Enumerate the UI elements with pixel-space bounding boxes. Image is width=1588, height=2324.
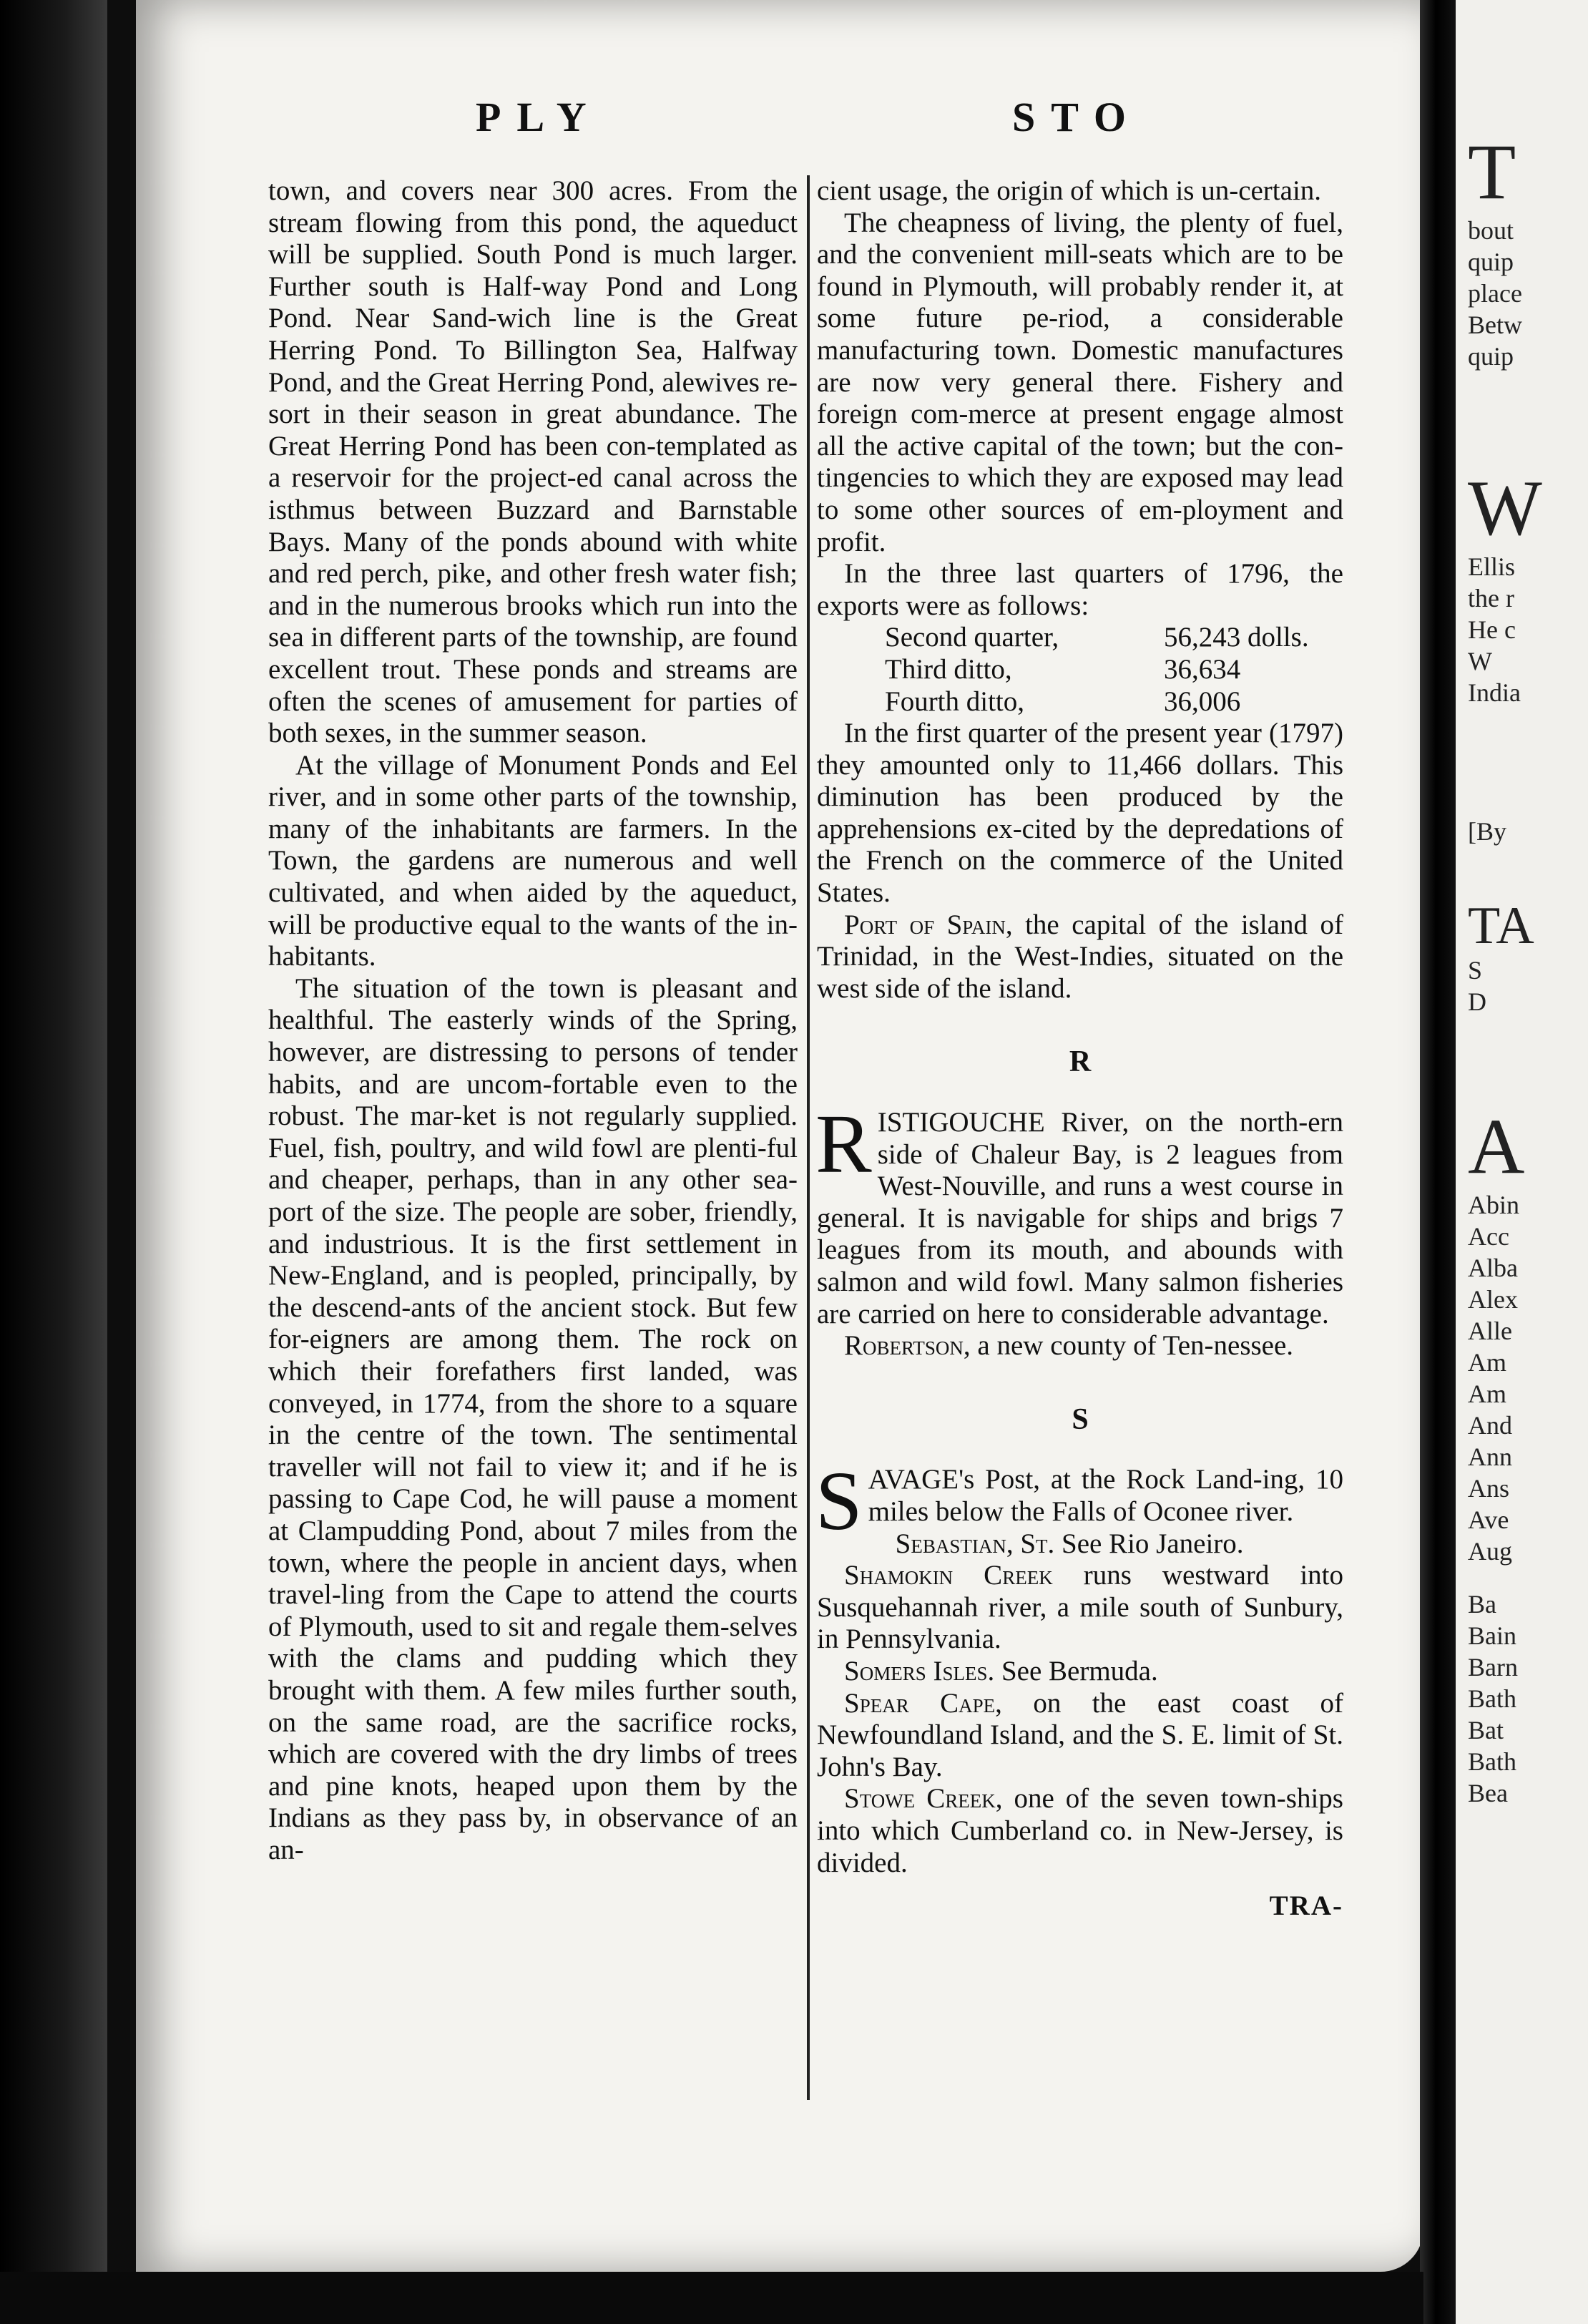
facing-line: Alex	[1468, 1285, 1518, 1314]
facing-line: Am	[1468, 1380, 1506, 1408]
entry-ristigouche	[815, 1097, 1343, 1330]
catchword: TRA-	[1269, 1890, 1343, 1922]
facing-line: Ba	[1468, 1590, 1496, 1618]
left-shadow-margin	[0, 0, 107, 2324]
entry-somers	[817, 1656, 1343, 1688]
facing-line: Ans	[1468, 1474, 1510, 1503]
paragraph-situation: The situation of the town is pleasant and healthful. The easterly winds of the Spring, however, are distressing to persons of tender habits, and are uncom-fortable even to the robust. The mar-ket is not regularly supplied. Fuel, fish, poultry, and wild fowl are plenti-ful and cheaper, perhaps, than in any other sea-port of the size. The people are sober, friendly, and industrious. It is the first settlement in New-England, and is peopled, principally, by the descend-ants of the ancient stock. But few for-eigners are among them. The rock on which their forefathers first landed, was conveyed, in 1774, from the shore to a square in the centre of the town. The sentimental traveller will not fail to view it; and if he is passing to Cape Cod, he will pause a moment at Clampudding Pond, about 7 miles from the town, where the people in ancient days, when travel-ling from the Cape to attend the courts of Plymouth, used to sit and regale them-selves with the clams and pudding which they brought with them. A few miles further south, on the same road, are the sacrifice rocks, which are covered with the dry limbs of trees and pine knots, heaped upon them by the Indians as they pass by, in observance of an an-	[268, 972, 798, 1865]
facing-line: Acc	[1468, 1222, 1509, 1251]
entry-headword: Robertson,	[844, 1330, 971, 1362]
facing-line: India	[1468, 678, 1521, 707]
facing-line: the r	[1468, 584, 1514, 612]
right-column	[817, 175, 1343, 1923]
entry-text: a new county of Ten-nessee.	[970, 1330, 1294, 1362]
exports-amount: 36,634	[1164, 653, 1241, 685]
entry-headword: Somers Isles.	[844, 1655, 995, 1686]
column-divider	[807, 175, 810, 2100]
exports-row	[885, 622, 1343, 654]
paragraph-exports-intro: In the three last quarters of 1796, the exports were as follows:	[817, 558, 1343, 621]
facing-line: TA	[1468, 897, 1534, 955]
entry-text: See Rio Janeiro.	[1054, 1528, 1244, 1559]
paragraph-cheapness: The cheapness of living, the plenty of fuel, and the convenient mill-seats which are to be found in Plymouth, will probably render it, at some future pe-riod, a considerable manufacturing town. Domestic manufactures are now very general there. Fishery and foreign com-merce at present engage almost all the active capital of the town; but the con-tingencies to which they are exposed may lead to some other sources of em-ployment and profit.	[817, 207, 1343, 557]
entry-headword: Stowe Creek,	[844, 1783, 1003, 1815]
facing-line: Bain	[1468, 1621, 1516, 1650]
exports-row	[885, 686, 1343, 718]
bottom-shadow	[0, 2272, 1423, 2324]
section-letter-s: S	[1072, 1402, 1089, 1436]
facing-line: Bath	[1468, 1747, 1516, 1776]
entry-spear	[817, 1688, 1343, 1784]
entry-text: one of the seven town-ships into which Cumberland co. in New-Jersey, is divided.	[817, 1783, 1343, 1878]
facing-line: Ave	[1468, 1505, 1509, 1534]
exports-row	[885, 654, 1343, 686]
entry-robertson	[817, 1330, 1343, 1362]
facing-line: Barn	[1468, 1653, 1518, 1681]
facing-line: W	[1468, 647, 1492, 675]
facing-line: D	[1468, 987, 1486, 1016]
book-gutter	[1420, 0, 1456, 2324]
facing-line: Am	[1468, 1348, 1506, 1377]
entry-text: the capital of the island of Trinidad, in the West-Indies, situated on the west side of the island.	[817, 909, 1343, 1004]
entry-text: at the Rock Land-ing, 10 miles below the Falls of Oconee river.	[868, 1464, 1343, 1527]
entry-sebastian	[817, 1528, 1343, 1561]
exports-quarter: Third ditto,	[885, 653, 1012, 685]
paragraph-ponds: town, and covers near 300 acres. From the stream flowing from this pond, the aqueduct will be supplied. South Pond is much larger. Further south is Half-way Pond and Long Pond. Near Sand-wich line is the Great Herring Pond. To Billington Sea, Halfway Pond, and the Great Herring Pond, alewives re-sort in their season in great abundance. The Great Herring Pond has been con-templated as a reservoir for the project-ed canal across the isthmus between Buzzard and Barnstable Bays. Many of the ponds abound with white and red perch, pike, and other fresh water fish; and in the numerous brooks which run into the sea in different parts of the township, are found excellent trout. These ponds and streams are often the scenes of amusement for parties of both sexes, in the summer season.	[268, 175, 798, 749]
facing-line: Bea	[1468, 1779, 1508, 1807]
facing-line: Abin	[1468, 1191, 1519, 1219]
section-letter-r: R	[1069, 1045, 1092, 1079]
facing-line: W	[1468, 464, 1542, 552]
facing-line: S	[1468, 956, 1483, 985]
facing-line: Aug	[1468, 1537, 1512, 1566]
entry-headword: Spear Cape,	[844, 1687, 1002, 1719]
entry-headword: Port of Spain,	[844, 909, 1013, 940]
facing-line: Alle	[1468, 1317, 1512, 1345]
paragraph-diminution: In the first quarter of the present year (1797) they amounted only to 11,466 dollars. This diminution has been produced by the apprehensions ex-cited by the depredations of the French on the commerce of the United States.	[817, 718, 1343, 909]
entry-headword: Shamokin Creek	[844, 1560, 1053, 1591]
exports-amount: 36,006	[1164, 685, 1241, 717]
exports-amount: 56,243 dolls.	[1164, 622, 1309, 653]
facing-line: Ann	[1468, 1442, 1512, 1471]
facing-line: A	[1468, 1103, 1525, 1190]
entry-shamokin	[817, 1560, 1343, 1656]
entry-stowe	[817, 1783, 1343, 1879]
facing-line: He c	[1468, 615, 1516, 644]
left-column	[268, 175, 798, 1866]
facing-line: Betw	[1468, 311, 1522, 339]
drop-cap: S	[815, 1454, 863, 1548]
paragraph-inhabitants: At the village of Monument Ponds and Eel river, and in some other parts of the township, many of the inhabitants are farmers. In the Town, the gardens are numerous and well cultivated, and when aided by the aqueduct, will be productive equal to the wants of the in-habitants.	[268, 749, 798, 972]
facing-line: Ellis	[1468, 552, 1516, 581]
entry-headword: AVAGE's Post,	[868, 1464, 1041, 1495]
entry-text: on the north-ern side of Chaleur Bay, is 2 leagues from West-Nouville, and runs a west course in general. It is navigable for ships and brigs 7 leagues from its mouth, and abounds with salmon and wild fowl. Many salmon fisheries are carried on here to considerable advantage.	[817, 1107, 1343, 1329]
facing-page-text	[1468, 129, 1542, 1809]
entry-headword: ISTIGOUCHE River,	[877, 1107, 1129, 1138]
paragraph-usage: cient usage, the origin of which is un-certain.	[817, 175, 1322, 206]
facing-line: quip	[1468, 248, 1514, 276]
entry-headword: Sebastian, St.	[895, 1528, 1055, 1559]
entry-text: See Bermuda.	[994, 1655, 1158, 1686]
entry-text: runs westward into Susquehannah river, a mile south of Sunbury, in Pennsylvania.	[817, 1560, 1343, 1655]
exports-quarter: Fourth ditto,	[885, 685, 1025, 717]
facing-line: bout	[1468, 216, 1514, 245]
facing-line: Alba	[1468, 1254, 1518, 1282]
facing-line: Bath	[1468, 1684, 1516, 1713]
facing-line: And	[1468, 1411, 1512, 1440]
facing-line: Bat	[1468, 1716, 1504, 1744]
facing-line: quip	[1468, 342, 1514, 371]
exports-table	[885, 622, 1343, 718]
running-head-right: STO	[1012, 94, 1142, 140]
drop-cap: R	[815, 1097, 872, 1191]
facing-line: place	[1468, 279, 1522, 308]
entry-port-of-spain	[817, 909, 1343, 1005]
exports-quarter: Second quarter,	[885, 622, 1059, 653]
facing-line: [By	[1468, 817, 1506, 846]
facing-line: T	[1468, 128, 1516, 215]
running-head-left: PLY	[476, 94, 602, 140]
entry-text: on the east coast of Newfoundland Island, and the S. E. limit of St. John's Bay.	[817, 1687, 1343, 1782]
